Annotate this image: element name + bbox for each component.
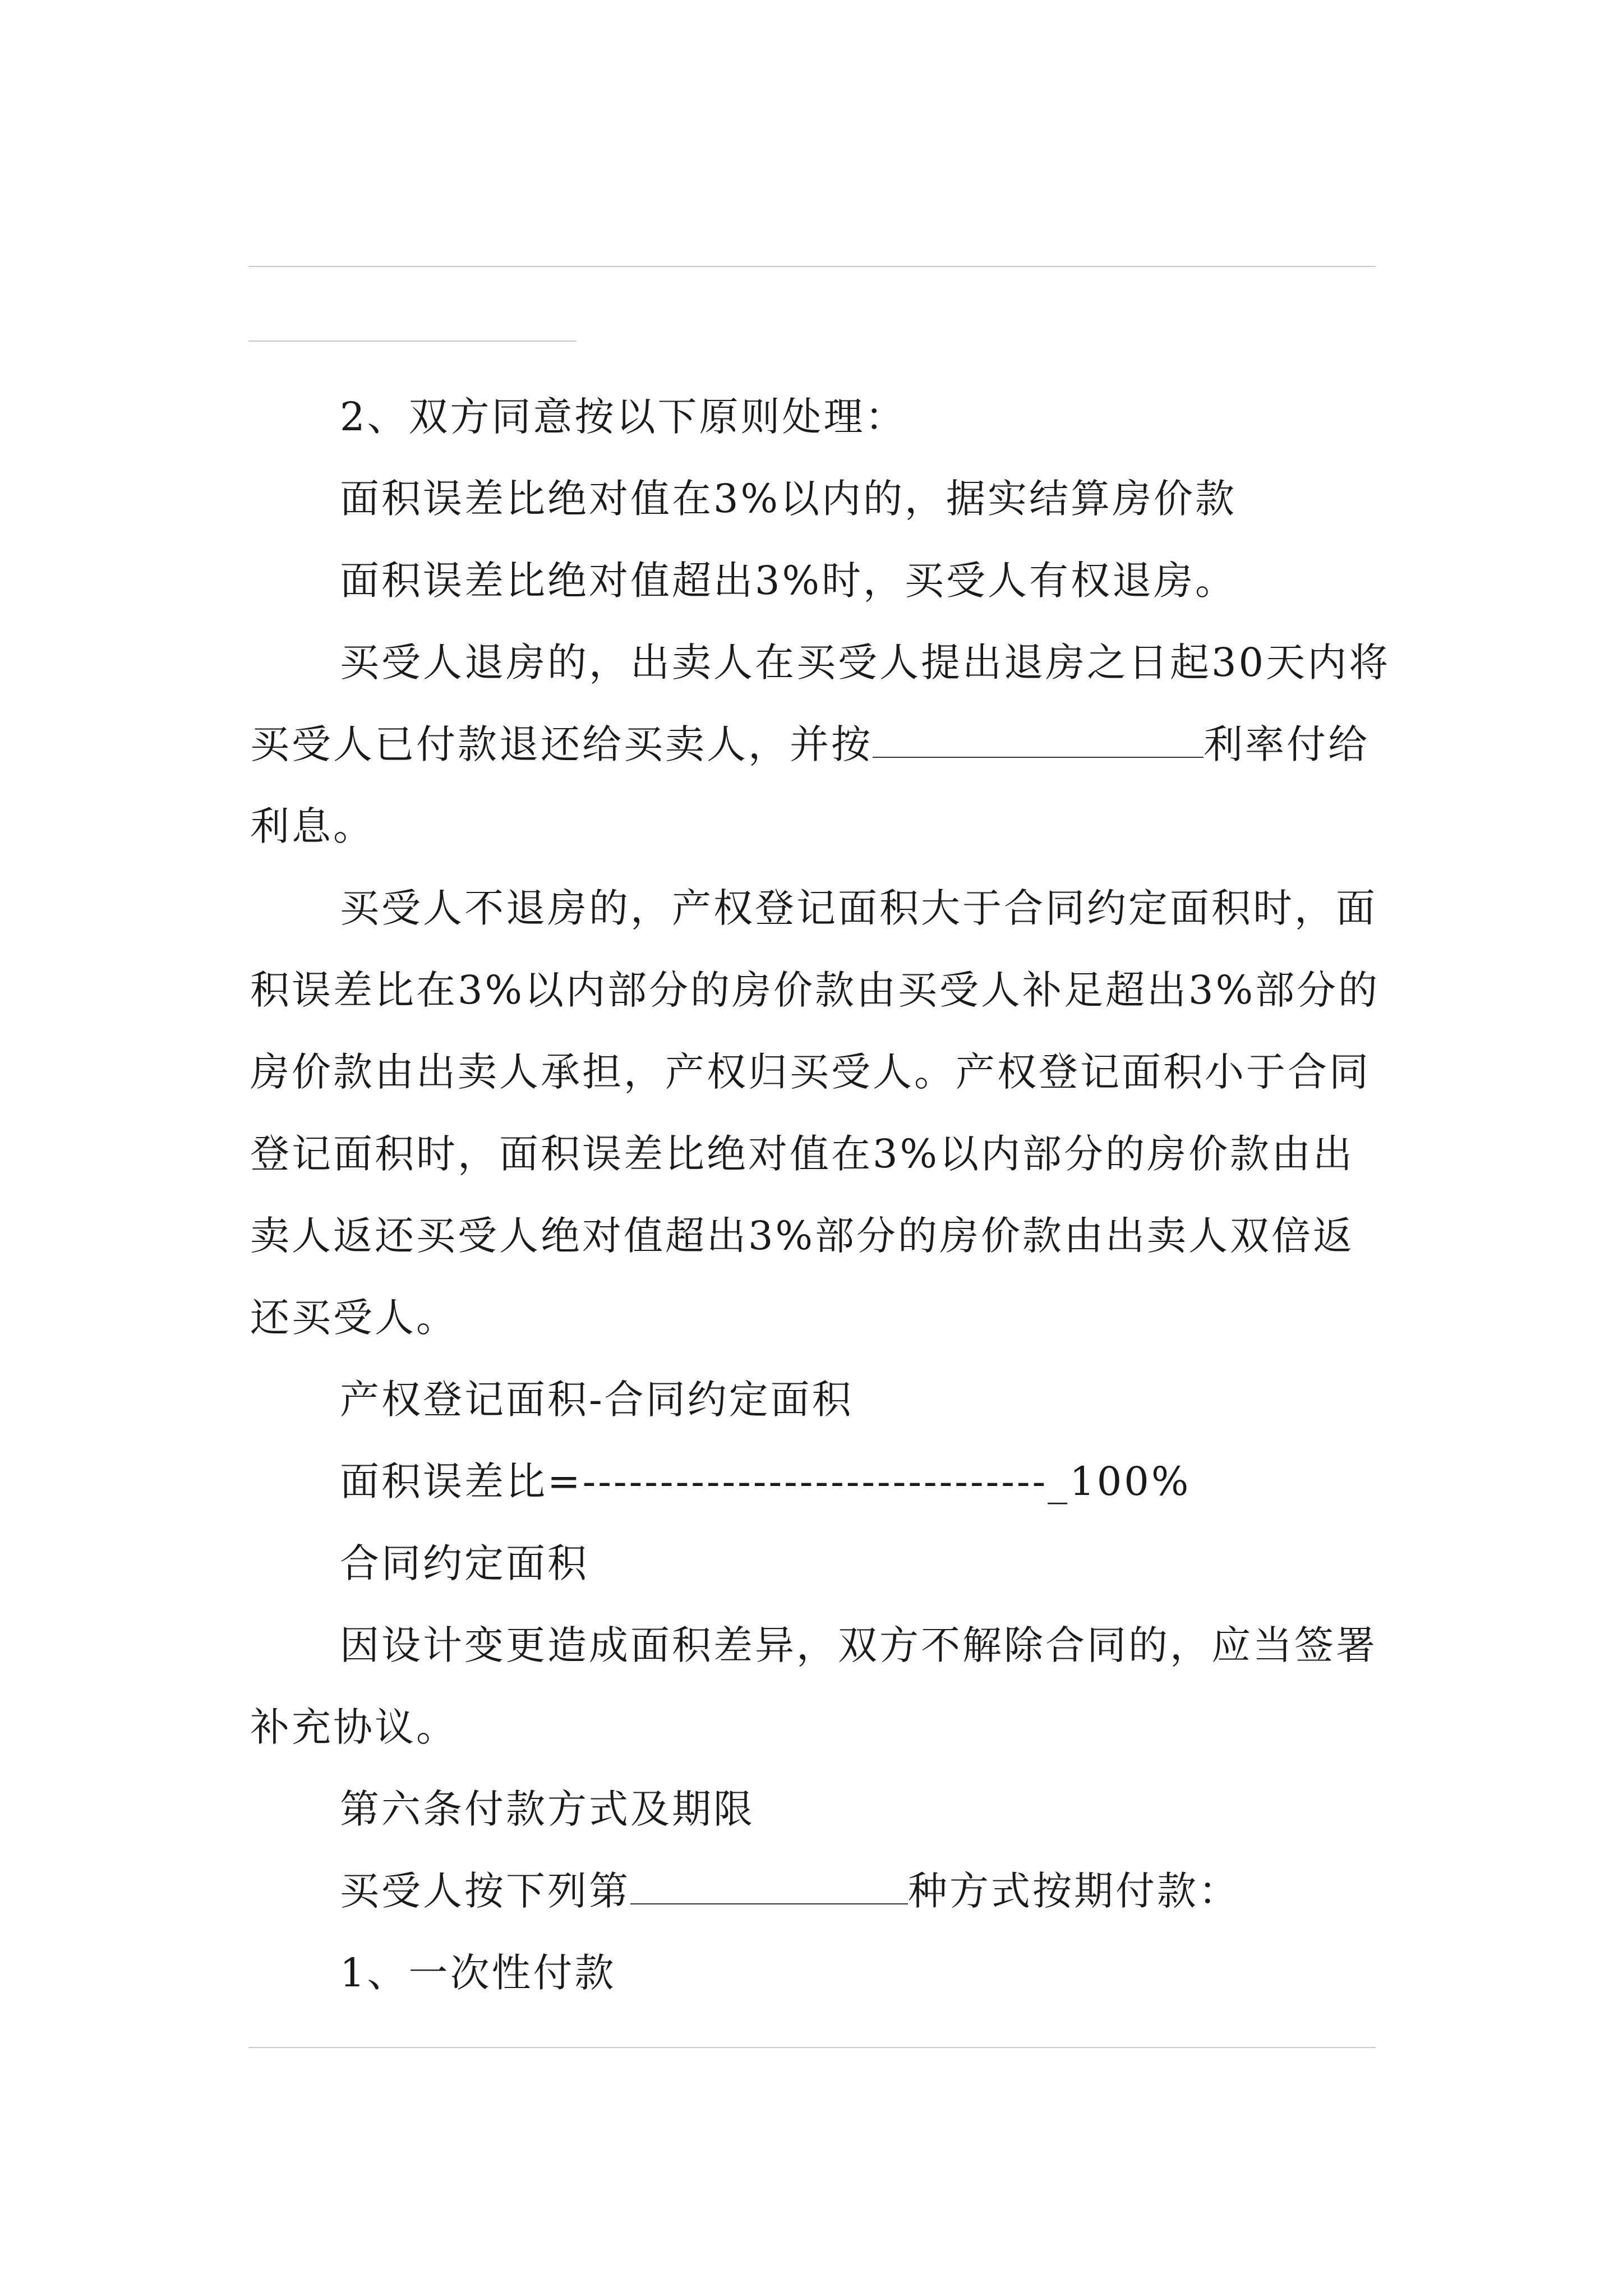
one-time-payment-item: 1、一次性付款	[340, 1950, 616, 1996]
refund-text-start: 买受人退房的，出卖人在买受人提出退房之日起30天内将买受人已付款退还给买卖人，并按	[250, 639, 1391, 767]
article-six-heading: 第六条付款方式及期限	[340, 1786, 755, 1832]
footer-rule	[248, 2047, 1376, 2048]
formula-denominator: 合同约定面积	[340, 1540, 589, 1586]
header-rule	[248, 266, 1376, 267]
over-3-percent-line: 面积误差比绝对值超出3%时，买受人有权退房。	[340, 558, 1237, 604]
not-refund-paragraph: 买受人不退房的，产权登记面积大于合同约定面积时，面积误差比在3%以内部分的房价款由买受人补足超出3%部分的房价款由出卖人承担，产权归买受人。产权登记面积小于合同登记面积时，面积误差比绝对值在3%以内部分的房价款由出卖人返还买受人绝对值超出3%部分的房价款由出卖人双倍返还买受人。	[250, 885, 1380, 1341]
formula-numerator: 产权登记面积-合同约定面积	[340, 1377, 854, 1423]
principle-intro: 2、双方同意按以下原则处理：	[340, 394, 907, 440]
payment-text-start: 买受人按下列第	[340, 1868, 630, 1914]
payment-method-line	[250, 1850, 1394, 1932]
refund-text-end: 利率付给利息。	[250, 721, 1370, 849]
payment-text-end: 种方式按期付款：	[908, 1868, 1240, 1914]
refund-paragraph	[250, 622, 1394, 867]
interest-rate-blank[interactable]	[873, 723, 1204, 758]
design-change-paragraph: 因设计变更造成面积差异，双方不解除合同的，应当签署补充协议。	[250, 1622, 1377, 1750]
document-body	[250, 376, 1394, 2014]
within-3-percent-line: 面积误差比绝对值在3%以内的，据实结算房价款	[340, 476, 1237, 522]
header-short-rule	[248, 341, 577, 342]
formula-main: 面积误差比=------------------------------_100%	[340, 1458, 1191, 1504]
payment-kind-blank[interactable]	[630, 1870, 908, 1904]
